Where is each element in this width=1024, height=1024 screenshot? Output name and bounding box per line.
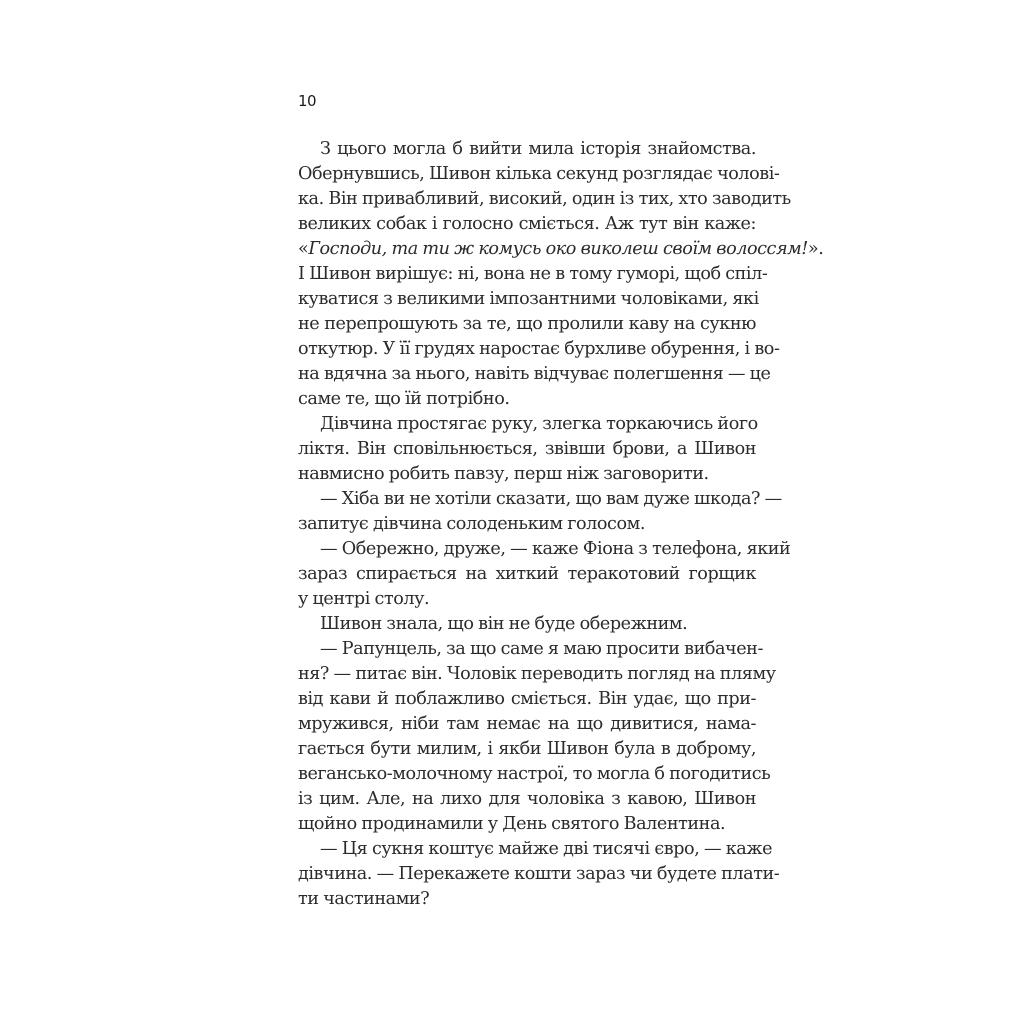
quoted-speech: Господи, та ти ж комусь око виколеш своїм волоссям! bbox=[308, 239, 808, 259]
text-line: на вдячна за нього, навіть відчуває полегшення — це bbox=[298, 364, 771, 384]
text-line: куватися з великими імпозантними чоловіками, які bbox=[298, 289, 759, 309]
text-line: І Шивон вирішує: ні, вона не в тому гуморі, щоб спіл- bbox=[298, 264, 768, 284]
text-line: не перепрошують за те, що пролили каву на сукню bbox=[298, 314, 756, 334]
text-line: мружився, ніби там немає на що дивитися, нама- bbox=[298, 714, 756, 734]
text-line: З цього могла б вийти мила історія знайомства. bbox=[320, 139, 756, 159]
text-line: — Обережно, друже, — каже Фіона з телефона, який bbox=[320, 539, 791, 559]
text-line: дівчина. — Перекажете кошти зараз чи будете плати- bbox=[298, 864, 780, 884]
text-line: Дівчина простягає руку, злегка торкаючись його bbox=[320, 414, 758, 434]
text-line: запитує дівчина солоденьким голосом. bbox=[298, 514, 645, 534]
text-line: вегансько-молочному настрої, то могла б погодитись bbox=[298, 764, 771, 784]
text-line: «Господи, та ти ж комусь око виколеш своїм волоссям!». bbox=[298, 239, 824, 259]
text-line: Шивон знала, що він не буде обережним. bbox=[320, 614, 688, 634]
page-number: 10 bbox=[298, 92, 317, 110]
text-line: великих собак і голосно сміється. Аж тут він каже: bbox=[298, 214, 756, 234]
text-line: зараз спирається на хиткий теракотовий горщик bbox=[298, 564, 756, 584]
text-line: откутюр. У її грудях наростає бурхливе обурення, і во- bbox=[298, 339, 780, 359]
text-line: саме те, що їй потрібно. bbox=[298, 389, 510, 409]
text-line: ня? — питає він. Чоловік переводить погляд на пляму bbox=[298, 664, 776, 684]
text-line: навмисно робить павзу, перш ніж заговорити. bbox=[298, 464, 709, 484]
text-line: ліктя. Він сповільнюється, звівши брови, а Шивон bbox=[298, 439, 756, 459]
text-line: щойно продинамили у День святого Валентина. bbox=[298, 814, 726, 834]
text-line: Обернувшись, Шивон кілька секунд розглядає чолові- bbox=[298, 164, 780, 184]
text-line: від кави й поблажливо сміється. Він удає, що при- bbox=[298, 689, 756, 709]
text-line: ти частинами? bbox=[298, 889, 430, 909]
text-line: — Рапунцель, за що саме я маю просити вибачен- bbox=[320, 639, 763, 659]
body-text bbox=[298, 137, 824, 912]
text-line: із цим. Але, на лихо для чоловіка з кавою, Шивон bbox=[298, 789, 756, 809]
text-line: ка. Він привабливий, високий, один із тих, хто заводить bbox=[298, 189, 791, 209]
text-line: — Ця сукня коштує майже дві тисячі євро, — каже bbox=[320, 839, 773, 859]
text-line: гається бути милим, і якби Шивон була в доброму, bbox=[298, 739, 756, 759]
text-line: у центрі столу. bbox=[298, 589, 430, 609]
text-line: — Хіба ви не хотіли сказати, що вам дуже шкода? — bbox=[320, 489, 782, 509]
